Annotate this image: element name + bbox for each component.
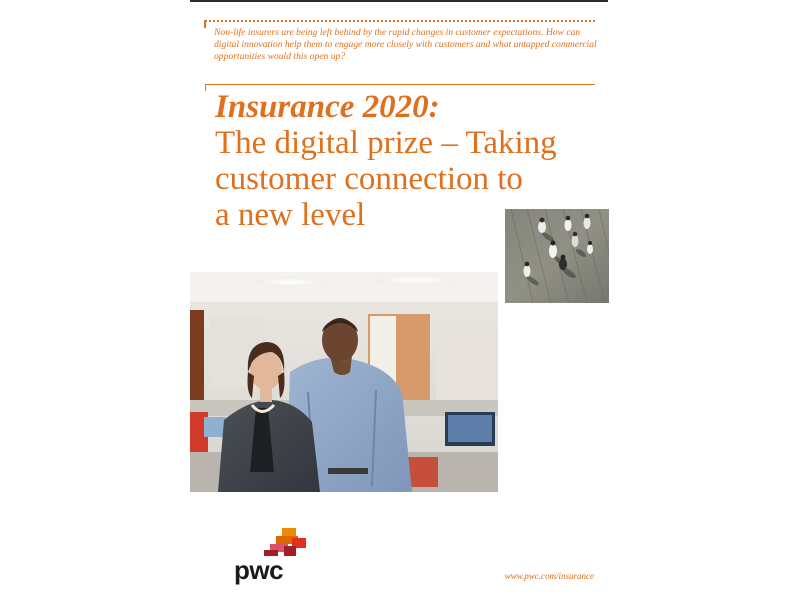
office-photo bbox=[190, 272, 498, 492]
title-line: a new level bbox=[215, 197, 366, 233]
pwc-logo bbox=[230, 528, 310, 588]
dotted-divider bbox=[205, 20, 595, 22]
title-divider bbox=[205, 84, 595, 85]
pwc-wordmark: pwc bbox=[234, 555, 284, 585]
pwc-logo-mark bbox=[230, 528, 310, 558]
title-bold-line: Insurance 2020: bbox=[215, 89, 440, 125]
top-rule bbox=[190, 0, 608, 2]
intro-text: Non-life insurers are being left behind by the rapid changes in customer expectations. How can digital innovation help them to engage more closely with customers and what untapped commercial opportunities would this open up? bbox=[214, 27, 597, 63]
title-line: The digital prize – Taking bbox=[215, 125, 557, 161]
crowd-photo bbox=[505, 209, 609, 303]
title-line: customer connection to bbox=[215, 161, 523, 197]
website-link[interactable]: www.pwc.com/insurance bbox=[504, 571, 594, 581]
